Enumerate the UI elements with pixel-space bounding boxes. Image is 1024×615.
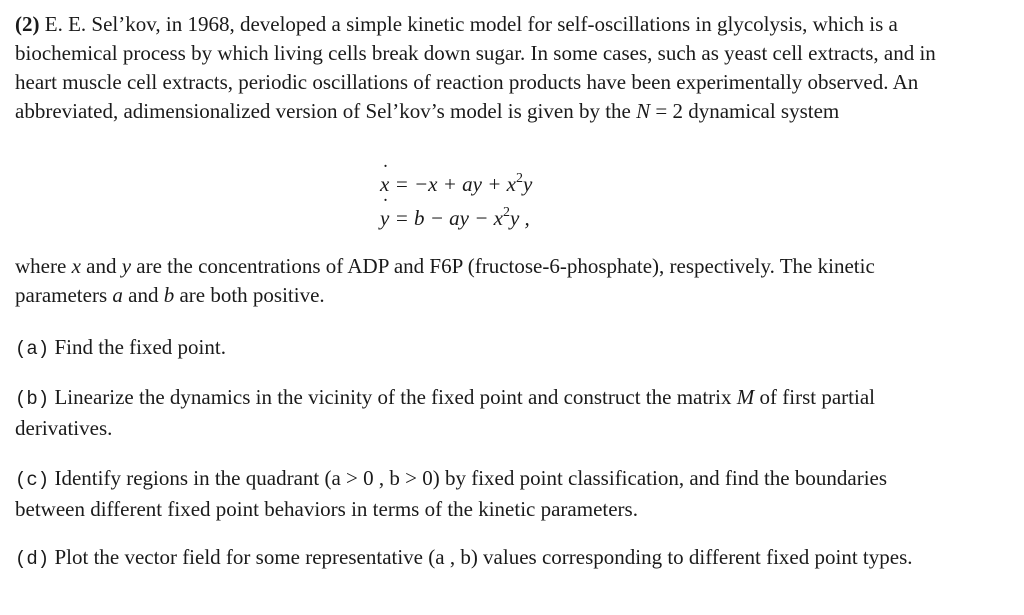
- explanation: [15, 252, 960, 310]
- var-b: b: [163, 283, 175, 307]
- part-a-label: (a): [15, 338, 50, 360]
- part-d-label: (d): [15, 548, 50, 570]
- explanation-text-3: are the concentrations of ADP and F6P (fructose-6-phosphate), respectively. The kinetic parameters: [15, 254, 875, 307]
- y-dot-symbol: y ˙: [380, 206, 389, 231]
- eq2-rhs: = b − ay − x: [389, 206, 503, 230]
- symbol-m: M: [736, 385, 755, 409]
- part-a: [15, 333, 960, 364]
- part-d-text: Plot the vector field for some representative (a , b) values corresponding to different fixed point types.: [49, 545, 913, 569]
- eq2-end: y ,: [509, 206, 530, 230]
- part-c-text: Identify regions in the quadrant (a > 0 , b > 0) by fixed point classification, and find the boundaries between different fixed point behaviors in terms of the kinetic parameters.: [15, 466, 888, 521]
- problem-number: (2): [15, 12, 40, 36]
- symbol-n: N: [636, 99, 651, 123]
- eq2-power: 2: [502, 205, 510, 220]
- explanation-text-5: are both positive.: [174, 283, 325, 307]
- explanation-text-4: and: [122, 283, 164, 307]
- var-x: x: [71, 254, 81, 278]
- eq1-rhs: = −x + ay + x: [389, 172, 516, 196]
- intro-tail: = 2 dynamical system: [650, 99, 840, 123]
- explanation-text-1: where: [15, 254, 72, 278]
- var-y: y: [121, 254, 132, 278]
- part-c: [15, 464, 960, 524]
- part-d: [15, 543, 960, 574]
- part-c-label: (c): [15, 469, 50, 491]
- explanation-text-2: and: [80, 254, 122, 278]
- part-b: [15, 383, 960, 443]
- eq1-end: y: [522, 172, 533, 196]
- var-a: a: [112, 283, 123, 307]
- x-dot-symbol: x ˙: [380, 172, 389, 197]
- part-a-text: Find the fixed point.: [49, 335, 226, 359]
- eq1-power: 2: [515, 171, 523, 186]
- equation-x-dot: [380, 172, 532, 197]
- equation-y-dot: [380, 206, 530, 231]
- problem-intro: [15, 10, 960, 126]
- intro-text: E. E. Sel’kov, in 1968, developed a simple kinetic model for self-oscillations in glycolysis, which is a biochemical process by which living cells break down sugar. In some cases, such as yeast cell extracts, and in heart muscle cell extracts, periodic oscillations of reaction products have been experimentally observed. An abbreviated, adimensionalized version of Sel’kov’s model is given by the: [15, 12, 936, 123]
- part-b-label: (b): [15, 388, 50, 410]
- part-b-tail: of first partial derivatives.: [15, 385, 875, 440]
- part-b-text: Linearize the dynamics in the vicinity of the fixed point and construct the matrix: [49, 385, 737, 409]
